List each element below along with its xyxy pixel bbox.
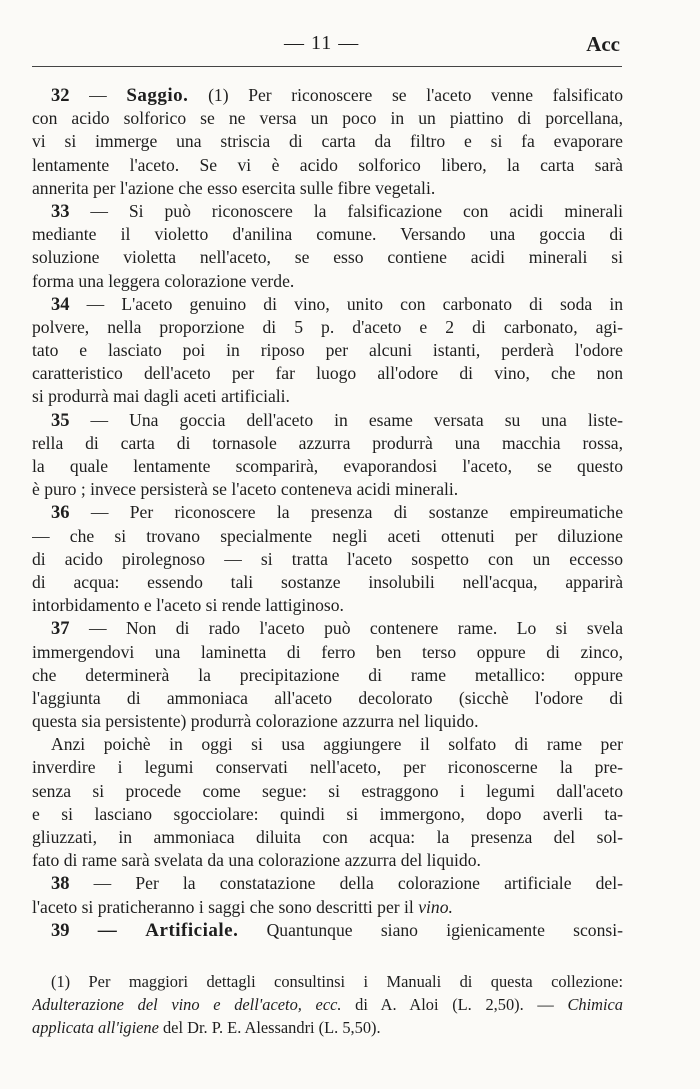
footnote [32,970,623,1039]
text-line: 35 — Una goccia dell'aceto in esame versata su una liste- [51,409,623,431]
text-line: e si lasciano sgocciolare: quindi si immergono, dopo averli ta- [32,803,623,824]
text-line: 38 — Per la constatazione della colorazione artificiale del- [51,873,623,895]
text-line: polvere, nella proporzione di 5 p. d'aceto e 2 di carbonato, agi- [32,316,623,337]
text-line: soluzione violetta nell'aceto, se esso contiene acidi minerali si [32,247,623,268]
text-line: 33 — Si può riconoscere la falsificazione con acidi minerali [51,200,623,222]
text-line: lentamente l'aceto. Se vi è acido solforico libero, la carta sarà [32,154,623,175]
text-line: mediante il violetto d'anilina comune. Versando una goccia di [32,224,623,245]
text-line: Anzi poichè in oggi si usa aggiungere il solfato di rame per [51,734,623,755]
text-line: intorbidamento e l'aceto si rende lattiginoso. [32,595,344,616]
text-line: la quale lentamente scomparirà, evaporandosi l'aceto, se questo [32,456,623,476]
text-line: di acqua: essendo tali sostanze insolubili nell'acqua, apparirà [32,571,623,592]
text-line: l'aceto si praticheranno i saggi che sono descritti per il vino. [32,896,453,917]
paragraph-heading: Saggio. [126,85,189,106]
running-head-word: Acc [586,32,620,56]
text-line: inverdire i legumi conservati nell'aceto, per riconoscerne la pre- [32,757,623,778]
paragraph-number: 38 [51,874,70,895]
paragraph-number: 33 [51,201,70,222]
text-line: 32 — Saggio. (1) Per riconoscere se l'aceto venne falsificato [51,85,623,106]
text-line: questa sia persistente) produrrà colorazione azzurra nel liquido. [32,711,479,732]
text-line: immergendovi una laminetta di ferro ben terso oppure di zinco, [32,641,623,662]
text-line: di acido pirolegnoso — si tratta l'aceto sospetto con un eccesso [32,548,623,569]
text-line: annerita per l'azione che esso esercita sulle fibre vegetali. [32,177,436,198]
text-line: 39 — Artificiale. Quantunque siano igienicamente sconsi- [51,919,623,941]
page-number: — 11 — [284,32,360,54]
text-line: vi si immerge una striscia di carta da filtro e si fa evaporare [32,131,623,152]
text-line: 36 — Per riconoscere la presenza di sostanze empireumatiche [51,502,623,524]
text-line: forma una leggera colorazione verde. [32,270,295,291]
paragraph-heading: — Artificiale. [97,919,239,941]
text-line: senza si procede come segue: si estraggono i legumi dall'aceto [32,780,623,801]
text-line: che determinerà la precipitazione di rame metallico: oppure [32,664,623,685]
footnote-line: applicata all'igiene del Dr. P. E. Alessandri (L. 5,50). [32,1018,381,1037]
paragraph-number: 35 [51,410,70,431]
text-line: si produrrà mai dagli aceti artificiali. [32,386,290,407]
paragraph-number: 39 [51,920,70,941]
text-line: è puro ; invece persisterà se l'aceto conteneva acidi minerali. [32,479,459,500]
text-line: rella di carta di tornasole azzurra produrrà una macchia rossa, [32,432,623,453]
text-line: fato di rame sarà svelata da una colorazione azzurra del liquido. [32,850,481,871]
text-line: caratteristico dell'aceto per far luogo all'odore di vino, che non [32,363,623,384]
text-line: tato e lasciato poi in riposo per alcuni istanti, perderà l'odore [32,340,623,361]
header-rule [32,66,622,67]
text-line: 37 — Non di rado l'aceto può contenere rame. Lo si svela [51,618,623,640]
paragraph-number: 37 [51,619,70,640]
running-header [0,30,700,60]
text-line: l'aggiunta di ammoniaca all'aceto decolorato (sicchè l'odore di [32,687,623,708]
paragraph-number: 32 [51,86,70,106]
footnote-line: (1) Per maggiori dettagli consultinsi i Manuali di questa collezione: [51,972,623,991]
text-line: gliuzzati, in ammoniaca diluita con acqua: la presenza del sol- [32,827,623,847]
italic-word: vino. [418,896,453,917]
paragraph-number: 36 [51,503,70,524]
text-line: — che si trovano specialmente negli aceti ottenuti per diluzione [32,525,623,546]
text-line: 34 — L'aceto genuino di vino, unito con carbonato di soda in [51,293,623,315]
footnote-line: Adulterazione del vino e dell'aceto, ecc. di A. Aloi (L. 2,50). — Chimica [32,995,623,1014]
body-text [32,84,623,942]
text-line: con acido solforico se ne versa un poco in un piattino di porcellana, [32,108,623,129]
paragraph-number: 34 [51,294,70,315]
